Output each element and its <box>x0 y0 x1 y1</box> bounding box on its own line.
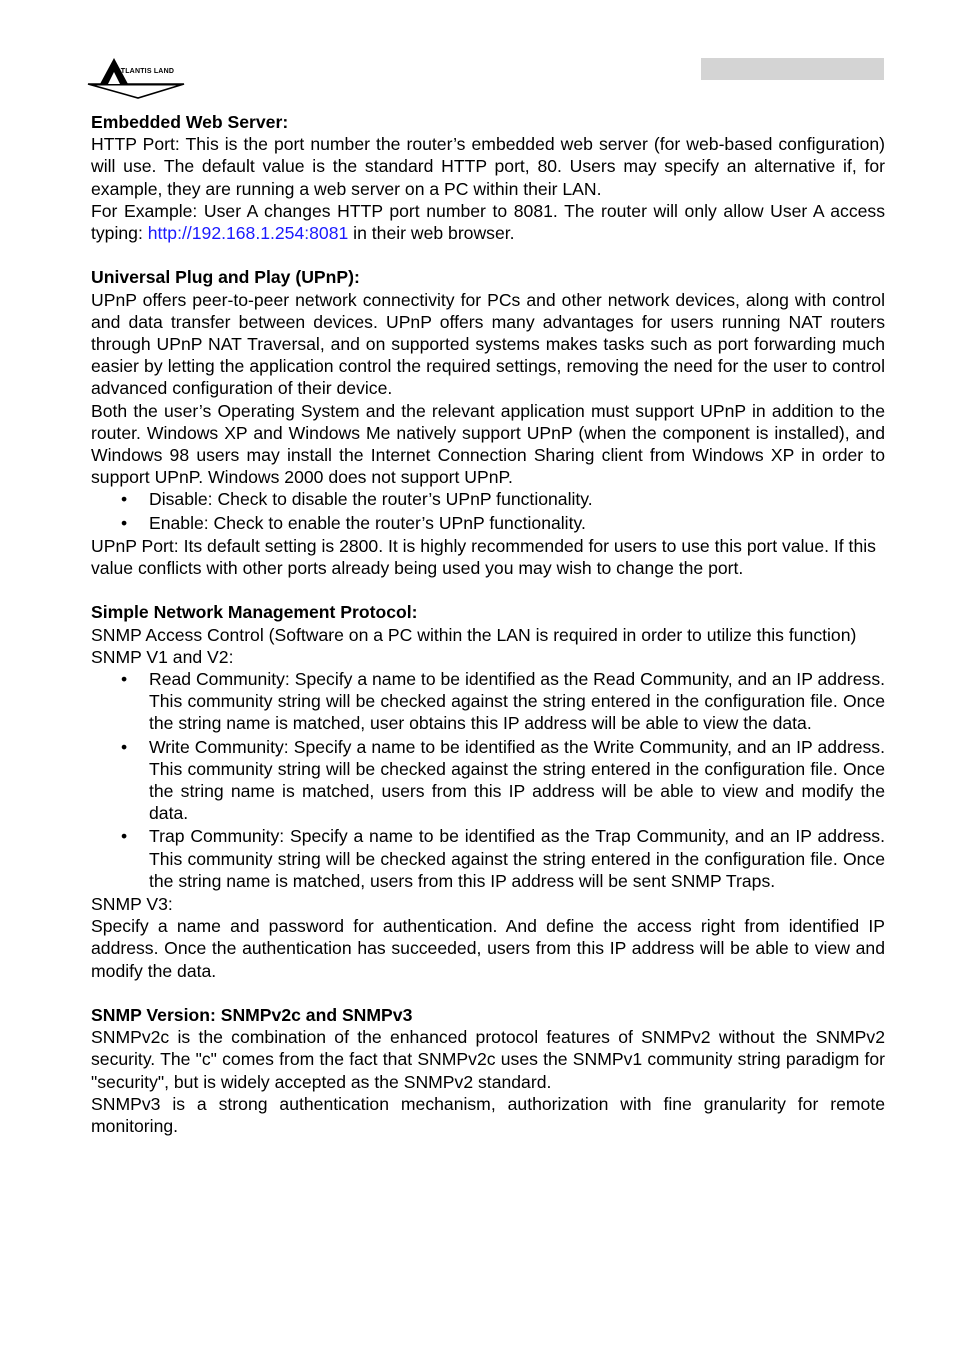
paragraph-snmp-access: SNMP Access Control (Software on a PC within the LAN is required in order to utilize this function) <box>91 624 857 645</box>
logo-wordmark: ATLANTIS LAND <box>116 68 175 75</box>
paragraph-snmpv2c: SNMPv2c is the combination of the enhanced protocol features of SNMPv2 without the SNMPv2 security. The "c" comes from the fact that SNMPv2c uses the SNMPv1 community string paradigm for "security", but is widely accepted as the SNMPv2 standard. <box>91 1027 885 1092</box>
atlantis-land-logo <box>86 54 186 100</box>
paragraph-snmp-v3: Specify a name and password for authentication. And define the access right from identified IP address. Once the authentication has succeeded, users from this IP address will be able to view and modify the data. <box>91 916 885 981</box>
example-text-before: For Example: User A changes HTTP port number to 8081. The router will only allow User A access typing: <box>91 200 885 244</box>
section-heading-upnp: Universal Plug and Play (UPnP): <box>91 267 360 288</box>
list-item: • Disable: Check to disable the router’s UPnP functionality. <box>149 488 885 510</box>
example-text-after: in their web browser. <box>348 223 515 244</box>
section-heading-embedded-web-server: Embedded Web Server: <box>91 112 289 132</box>
snmp-community-list <box>91 668 885 892</box>
paragraph-upnp-port: UPnP Port: Its default setting is 2800. It is highly recommended for users to use this port value. If this value conflicts with other ports already being used you may wish to change the port. <box>91 535 876 579</box>
list-item: • Read Community: Specify a name to be identified as the Read Community, and an IP address. This community string will be checked against the string entered in the configuration file. Once the string name is matched, user obtains this IP address will be able to view the data. <box>149 668 885 735</box>
section-heading-snmp-version: SNMP Version: SNMPv2c and SNMPv3 <box>91 1005 413 1026</box>
paragraph-http-port: HTTP Port: This is the port number the router’s embedded web server (for web-based configuration) will use. The default value is the standard HTTP port, 80. Users may specify an alternative if, for example, they are running a web server on a PC within their LAN. <box>91 134 885 199</box>
logo-icon <box>86 54 186 100</box>
paragraph-upnp-support: Both the user’s Operating System and the relevant application must support UPnP in addition to the router. Windows XP and Windows Me natively support UPnP (when the component is installed), and Windows 98 users may install the Internet Connection Sharing client from Windows XP in order to support UPnP. Windows 2000 does not support UPnP. <box>91 400 885 488</box>
router-url-link[interactable]: http://192.168.1.254:8081 <box>147 223 349 244</box>
section-heading-snmp: Simple Network Management Protocol: <box>91 602 418 623</box>
header-bar <box>701 58 884 80</box>
label-snmp-v1-v2: SNMP V1 and V2: <box>91 646 234 667</box>
paragraph-snmpv3: SNMPv3 is a strong authentication mechanism, authorization with fine granularity for remote monitoring. <box>91 1093 885 1137</box>
list-item: • Trap Community: Specify a name to be identified as the Trap Community, and an IP address. This community string will be checked against the string entered in the configuration file. Once the string name is matched, users from this IP address will be sent SNMP Traps. <box>149 825 885 892</box>
upnp-options-list <box>91 488 885 533</box>
list-item: • Enable: Check to enable the router’s UPnP functionality. <box>149 512 885 534</box>
list-item: • Write Community: Specify a name to be identified as the Write Community, and an IP address. This community string will be checked against the string entered in the configuration file. Once the string name is matched, users from this IP address will be able to view and modify the data. <box>149 736 885 825</box>
paragraph-http-example <box>91 200 885 244</box>
document-body <box>91 111 885 1137</box>
paragraph-upnp-intro: UPnP offers peer-to-peer network connectivity for PCs and other network devices, along with control and data transfer between devices. UPnP offers many advantages for users running NAT routers through UPnP NAT Traversal, and on supported systems makes tasks such as port forwarding much easier by letting the application control the required settings, removing the need for the user to control advanced configuration of their device. <box>91 289 885 399</box>
label-snmp-v3: SNMP V3: <box>91 894 173 915</box>
